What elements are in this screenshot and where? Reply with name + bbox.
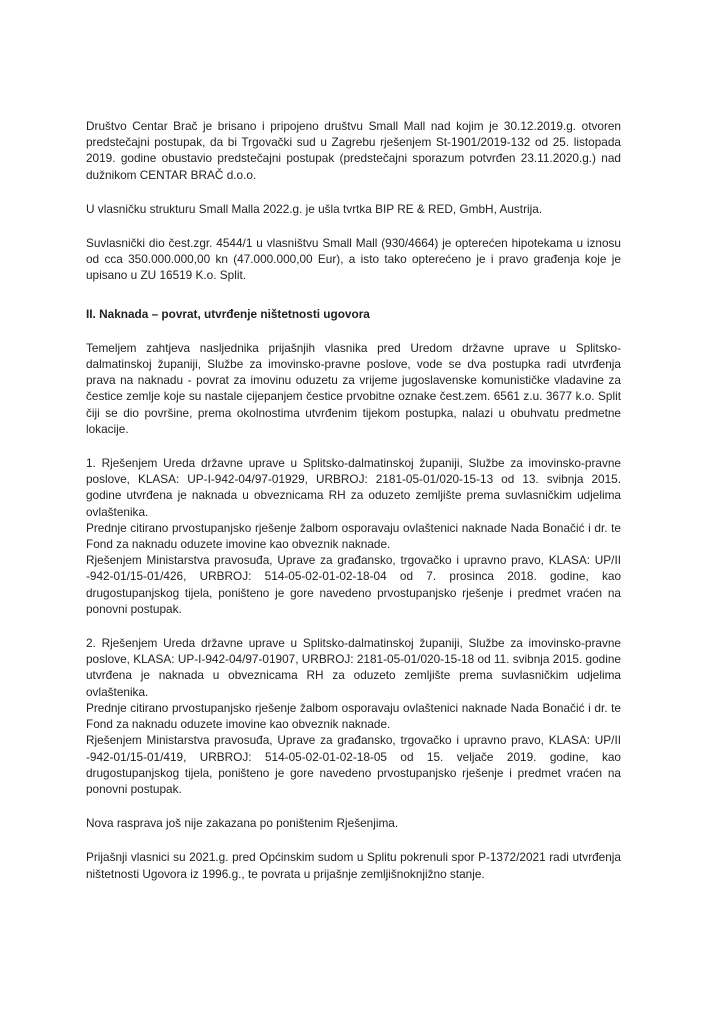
final-paragraph: Prijašnji vlasnici su 2021.g. pred Općinskim sudom u Splitu pokrenuli spor P-1372/2021 radi utvrđenja ništetnosti Ugovora iz 1996.g., te povrata u prijašnje zemljišnoknjižno stanje.	[86, 850, 621, 881]
intro-paragraph-2: U vlasničku strukturu Small Malla 2022.g. je ušla tvrtka BIP RE & RED, GmbH, Austrija.	[86, 201, 543, 216]
intro-paragraph-1: Društvo Centar Brač je brisano i pripojeno društvu Small Mall nad kojim je 30.12.2019.g. otvoren predstečajni postupak, da bi Trgovački sud u Zagrebu rješenjem St-1901/2019-132 od 25. listopada 2019. godine obustavio predstečajni postupak (predstečajni sporazum potvrđen 23.11.2020.g.) nad dužnikom CENTAR BRAČ d.o.o.	[86, 119, 621, 182]
item-2-ministry-ruling: Rješenjem Ministarstva pravosuđa, Uprave za građansko, trgovačko i upravno pravo, KLASA: UP/II -942-01/15-01/419, URBROJ: 514-05-02-01-02-18-05 od 15. veljače 2019. godine, kao drugostupanjskog tijela, poništeno je gore navedeno prvostupanjsko rješenje i predmet vraćen na ponovni postupak.	[86, 733, 621, 796]
item-2-appeal: Prednje citirano prvostupanjsko rješenje žalbom osporavaju ovlaštenici naknade Nada Bonačić i dr. te Fond za naknadu oduzete imovine kao obveznik naknade.	[86, 700, 621, 732]
item-1-ruling: 1. Rješenjem Ureda državne uprave u Splitsko-dalmatinskoj županiji, Službe za imovinsko-pravne poslove, KLASA: UP-I-942-04/97-01929, URBROJ: 2181-05-01/020-15-13 od 13. svibnja 2015. godine utvrđena je naknada u obveznicama RH za oduzeto zemljište prema suvlasničkim udjelima ovlaštenika.	[86, 456, 621, 519]
section-heading: II. Naknada – povrat, utvrđenje ništetnosti ugovora	[86, 306, 370, 321]
section-paragraph-1: Temeljem zahtjeva nasljednika prijašnjih vlasnika pred Uredom državne uprave u Splitsko-dalmatinskoj županiji, Službe za imovinsko-pravne poslove, vode se dva postupka radi utvrđenja prava na naknadu - povrat za imovinu oduzetu za vrijeme jugoslavenske komunističke vladavine za čestice zemlje koje su nastale cijepanjem čestice prvobitne oznake čest.zem. 6561 z.u. 3677 k.o. Split čiji se dio površine, prema okolnostima utvrđenim tijekom postupka, nalazi u obuhvatu predmetne lokacije.	[86, 340, 621, 436]
item-1-appeal: Prednje citirano prvostupanjsko rješenje žalbom osporavaju ovlaštenici naknade Nada Bonačić i dr. te Fond za naknadu oduzete imovine kao obveznik naknade.	[86, 520, 621, 552]
item-2-ruling: 2. Rješenjem Ureda državne uprave u Splitsko-dalmatinskoj županiji, Službe za imovinsko-pravne poslove, KLASA: UP-I-942-04/97-01907, URBROJ: 2181-05-01/020-15-18 od 11. svibnja 2015. godine utvrđena je naknada u obveznicama RH za oduzeto zemljište prema suvlasničkim udjelima ovlaštenika.	[86, 636, 621, 699]
intro-paragraph-3: Suvlasnički dio čest.zgr. 4544/1 u vlasništvu Small Mall (930/4664) je opterećen hipotekama u iznosu od cca 350.000.000,00 kn (47.000.000,00 Eur), a isto tako opterećeno je i pravo građenja koje je upisano u ZU 16519 K.o. Split.	[86, 236, 621, 283]
item-1-ministry-ruling: Rješenjem Ministarstva pravosuđa, Uprave za građansko, trgovačko i upravno pravo, KLASA: UP/II -942-01/15-01/426, URBROJ: 514-05-02-01-02-18-04 od 7. prosinca 2018. godine, kao drugostupanjskog tijela, poništeno je gore navedeno prvostupanjsko rješenje i predmet vraćen na ponovni postupak.	[86, 553, 621, 616]
new-hearing-paragraph: Nova rasprava još nije zakazana po poništenim Rješenjima.	[86, 816, 399, 831]
document-page	[86, 118, 621, 882]
